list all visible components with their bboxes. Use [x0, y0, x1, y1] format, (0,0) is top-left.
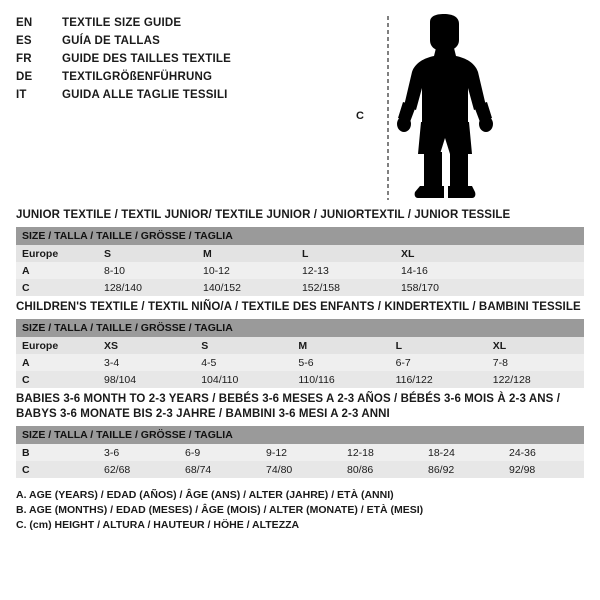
table-row	[16, 444, 584, 461]
section-children	[16, 300, 584, 388]
cell: 18-24	[422, 444, 503, 461]
row-key: C	[16, 461, 98, 478]
row-key: Europe	[16, 337, 98, 354]
cell: 152/158	[296, 279, 395, 296]
row-key: C	[16, 279, 98, 296]
cell: 68/74	[179, 461, 260, 478]
language-title-table	[16, 14, 231, 104]
cell: 24-36	[503, 444, 584, 461]
language-code: EN	[16, 17, 33, 29]
cell: XS	[98, 337, 195, 354]
language-title: GUÍA DE TALLAS	[62, 35, 160, 47]
row-key: A	[16, 262, 98, 279]
cell: 158/170	[395, 279, 494, 296]
table-row	[16, 245, 584, 262]
cell: 62/68	[98, 461, 179, 478]
row-key: C	[16, 371, 98, 388]
footnote-b: B. AGE (MONTHS) / EDAD (MESES) / ÂGE (MOIS) / ALTER (MONATE) / ETÀ (MESI)	[16, 504, 424, 516]
cell: 74/80	[260, 461, 341, 478]
language-title: GUIDA ALLE TAGLIE TESSILI	[62, 89, 228, 101]
child-silhouette-figure	[356, 14, 514, 204]
cell: S	[195, 337, 292, 354]
cell: 92/98	[503, 461, 584, 478]
child-silhouette-icon	[374, 14, 514, 204]
table-row	[16, 354, 584, 371]
cell: L	[296, 245, 395, 262]
language-code: FR	[16, 53, 32, 65]
size-header-label: SIZE / TALLA / TAILLE / GRÖSSE / TAGLIA	[16, 319, 584, 337]
cell: 140/152	[197, 279, 296, 296]
language-title: TEXTILE SIZE GUIDE	[62, 17, 182, 29]
footnotes	[16, 488, 584, 533]
cell: 3-6	[98, 444, 179, 461]
language-code: DE	[16, 71, 33, 83]
cell: 122/128	[487, 371, 584, 388]
header	[16, 14, 584, 204]
cell: 12-18	[341, 444, 422, 461]
cell: 6-7	[390, 354, 487, 371]
junior-size-table	[16, 227, 584, 296]
language-row	[16, 50, 231, 68]
table-head-row	[16, 319, 584, 337]
cell: 5-6	[292, 354, 389, 371]
table-row	[16, 262, 584, 279]
cell: 98/104	[98, 371, 195, 388]
footnote-c: C. (cm) HEIGHT / ALTURA / HAUTEUR / HÖHE / ALTEZZA	[16, 519, 300, 531]
cell: 9-12	[260, 444, 341, 461]
cell: 4-5	[195, 354, 292, 371]
cell	[494, 245, 584, 262]
table-row	[16, 461, 584, 478]
babies-size-table	[16, 426, 584, 478]
cell: M	[197, 245, 296, 262]
table-row	[16, 371, 584, 388]
language-row	[16, 14, 231, 32]
footnote-a: A. AGE (YEARS) / EDAD (AÑOS) / ÂGE (ANS) / ALTER (JAHRE) / ETÀ (ANNI)	[16, 489, 394, 501]
cell: 80/86	[341, 461, 422, 478]
cell: 10-12	[197, 262, 296, 279]
table-row	[16, 337, 584, 354]
section-junior	[16, 208, 584, 296]
table-head-row	[16, 426, 584, 444]
cell	[494, 279, 584, 296]
cell: 116/122	[390, 371, 487, 388]
children-size-table	[16, 319, 584, 388]
row-key: A	[16, 354, 98, 371]
language-title: TEXTILGRÖßENFÜHRUNG	[62, 71, 213, 83]
language-row	[16, 32, 231, 50]
section-babies	[16, 392, 584, 478]
cell	[494, 262, 584, 279]
table-row	[16, 279, 584, 296]
language-row	[16, 86, 231, 104]
cell: 104/110	[195, 371, 292, 388]
cell: 8-10	[98, 262, 197, 279]
cell: 3-4	[98, 354, 195, 371]
cell: 110/116	[292, 371, 389, 388]
cell: 128/140	[98, 279, 197, 296]
language-code: IT	[16, 89, 27, 101]
cell: S	[98, 245, 197, 262]
language-title: GUIDE DES TAILLES TEXTILE	[62, 53, 231, 65]
language-code: ES	[16, 35, 32, 47]
cell: 14-16	[395, 262, 494, 279]
section-title: JUNIOR TEXTILE / TEXTIL JUNIOR/ TEXTILE JUNIOR / JUNIORTEXTIL / JUNIOR TESSILE	[16, 209, 511, 221]
cell: XL	[395, 245, 494, 262]
row-key: B	[16, 444, 98, 461]
cell: L	[390, 337, 487, 354]
language-row	[16, 68, 231, 86]
cell: 86/92	[422, 461, 503, 478]
row-key: Europe	[16, 245, 98, 262]
section-title: BABIES 3-6 MONTH TO 2-3 YEARS / BEBÉS 3-6 MESES A 2-3 AÑOS / BÉBÉS 3-6 MOIS À 2-3 ANS / BABYS 3-6 MONATE BIS 2-3 JAHRE / BAMBINI 3-6 MESI A 2-3 ANNI	[16, 393, 560, 420]
cell: M	[292, 337, 389, 354]
height-measure-label: C	[356, 110, 364, 122]
size-header-label: SIZE / TALLA / TAILLE / GRÖSSE / TAGLIA	[16, 227, 584, 245]
size-header-label: SIZE / TALLA / TAILLE / GRÖSSE / TAGLIA	[16, 426, 584, 444]
cell: 6-9	[179, 444, 260, 461]
section-title: CHILDREN'S TEXTILE / TEXTIL NIÑO/A / TEXTILE DES ENFANTS / KINDERTEXTIL / BAMBINI TESSILE	[16, 301, 581, 313]
cell: 12-13	[296, 262, 395, 279]
cell: 7-8	[487, 354, 584, 371]
table-head-row	[16, 227, 584, 245]
cell: XL	[487, 337, 584, 354]
